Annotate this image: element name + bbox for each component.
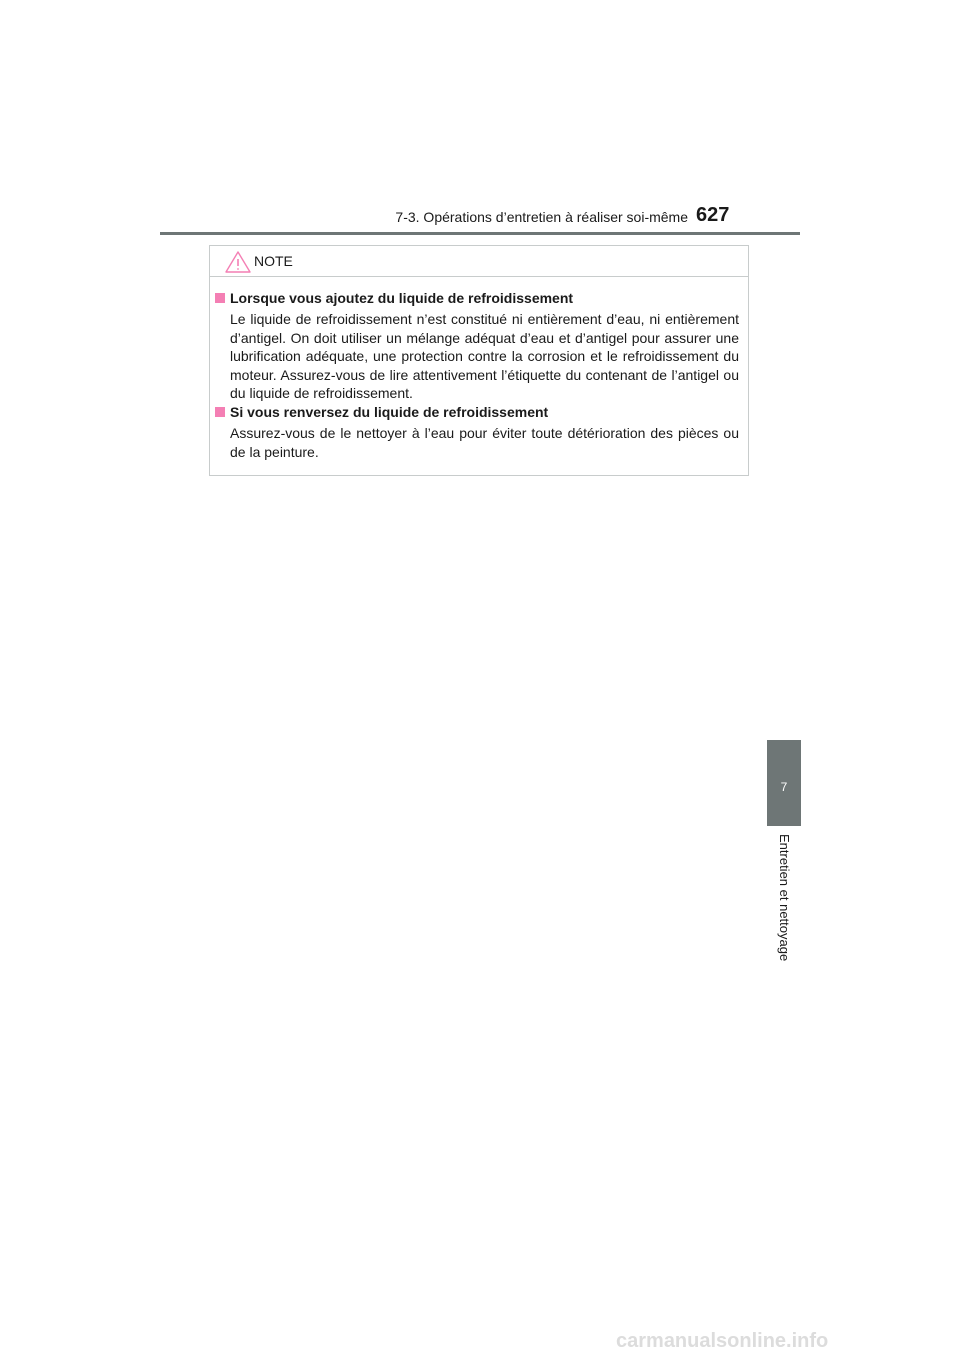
note-heading: [215, 289, 739, 307]
note-header: [210, 246, 748, 277]
chapter-label: Entretien et nettoyage: [777, 834, 792, 962]
section-title: 7-3. Opérations d’entretien à réaliser soi-même: [395, 209, 688, 225]
note-heading-text: Si vous renversez du liquide de refroidissement: [230, 404, 549, 420]
page-number: 627: [696, 204, 730, 226]
note-heading: [215, 403, 739, 421]
header-rule: [160, 232, 800, 235]
note-body: Le liquide de refroidissement n’est constitué ni entièrement d’eau, ni entièrement d’antigel. On doit utiliser un mélange adéquat d’eau et d’antigel pour assurer une lubrification adéquate, une protection contre la corrosion et le refroidissement du moteur. Assurez-vous de lire attentivement l’étiquette du contenant de l’antigel ou du liquide de refroidissement.: [230, 311, 739, 401]
note-section-spilled-coolant: [215, 403, 739, 461]
watermark: carmanualsonline.info: [616, 1330, 829, 1352]
note-heading-text: Lorsque vous ajoutez du liquide de refroidissement: [230, 290, 574, 306]
warning-triangle-icon: [224, 250, 252, 274]
note-section-adding-coolant: [215, 289, 739, 403]
note-label: NOTE: [254, 253, 293, 269]
chapter-number: 7: [780, 780, 788, 794]
pink-square-bullet-icon: [215, 293, 225, 303]
pink-square-bullet-icon: [215, 407, 225, 417]
note-body: Assurez-vous de le nettoyer à l’eau pour éviter toute détérioration des pièces ou de la peinture.: [230, 425, 739, 460]
chapter-tab: [767, 740, 801, 826]
note-box: [209, 245, 749, 476]
